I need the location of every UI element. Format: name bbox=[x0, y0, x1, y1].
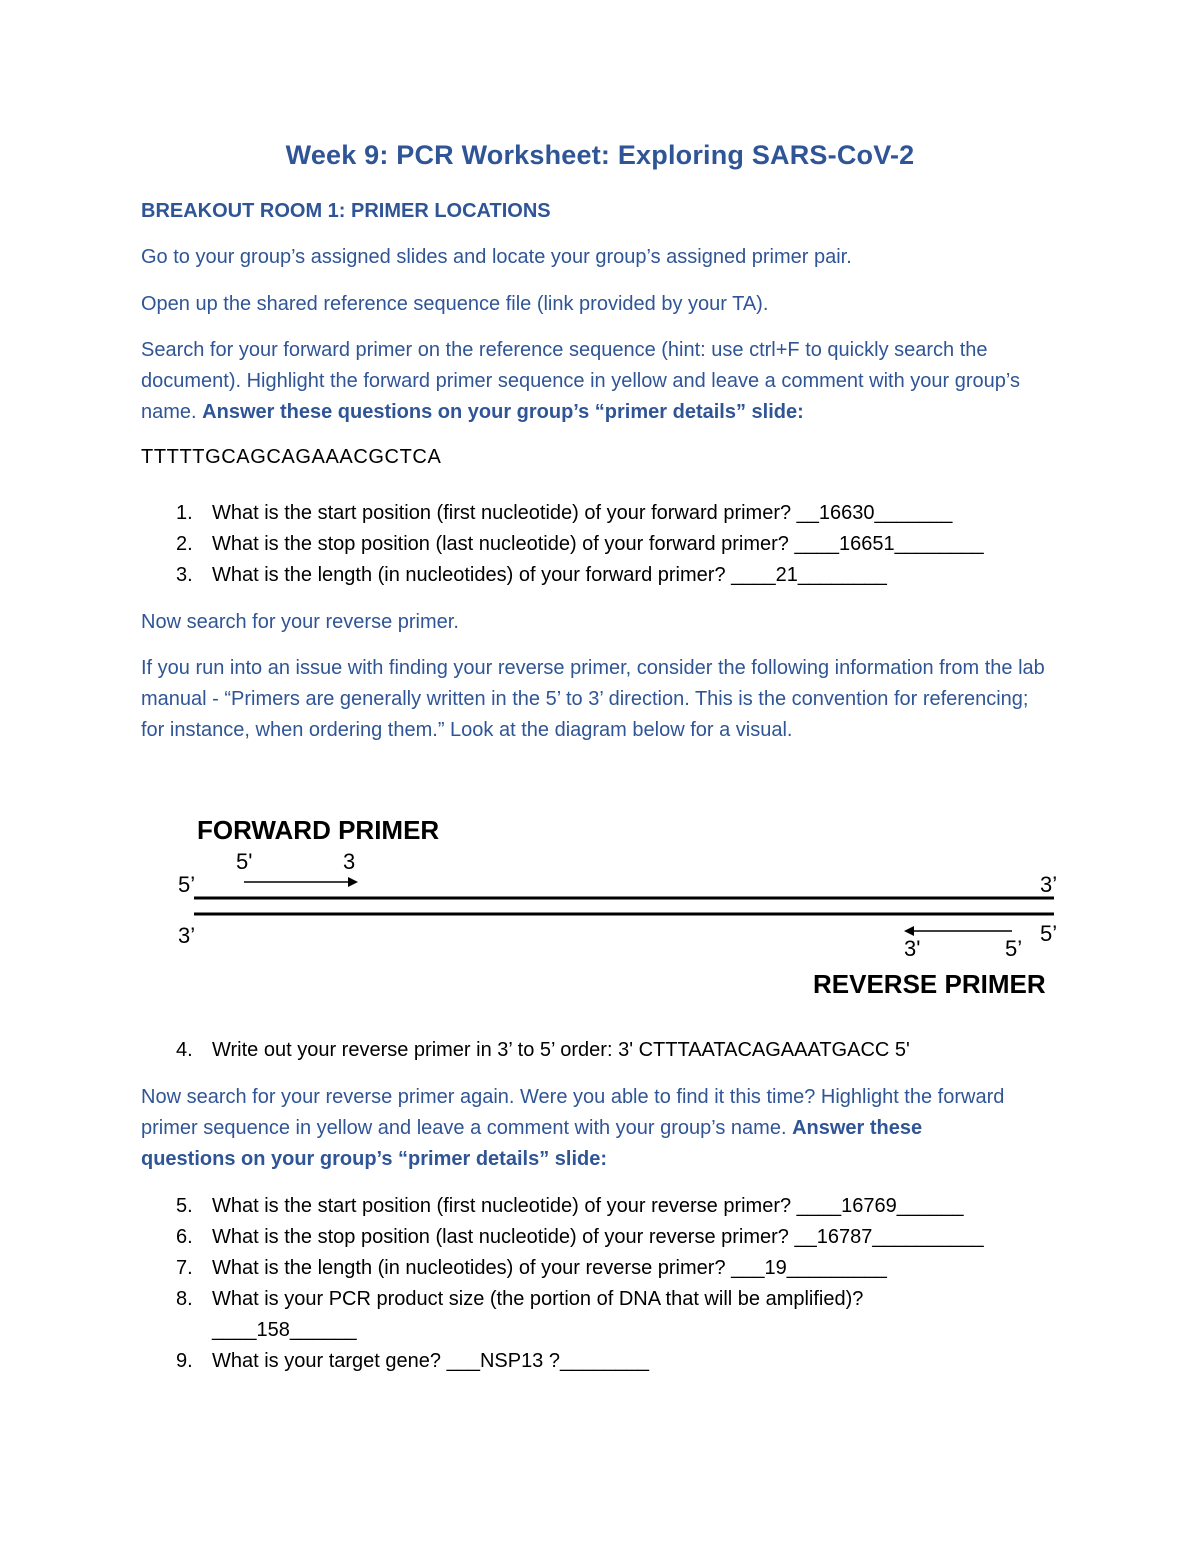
forward-primer-sequence: TTTTTGCAGCAGAAACGCTCA bbox=[141, 446, 442, 468]
question-item bbox=[141, 1191, 1071, 1222]
instruction-paragraph-3-text: Search for your forward primer on the reference sequence (hint: use ctrl+F to quickly search the document). Highlight the forward primer sequence in yellow and leave a comment with your group’s name. bbox=[141, 339, 1020, 423]
question-text: Write out your reverse primer in 3’ to 5’ order: bbox=[212, 1039, 613, 1061]
bottom-strand-5-prime: 5’ bbox=[1040, 921, 1058, 946]
question-item bbox=[141, 498, 1091, 529]
reverse-primer-label: REVERSE PRIMER bbox=[813, 969, 1046, 999]
question-number: 6. bbox=[176, 1226, 193, 1248]
question-number: 7. bbox=[176, 1257, 193, 1279]
instruction-paragraph-1: Go to your group’s assigned slides and locate your group’s assigned primer pair. bbox=[141, 246, 852, 268]
question-text: What is your PCR product size (the portion of DNA that will be amplified)? ____158______ bbox=[212, 1288, 864, 1341]
question-text: What is the stop position (last nucleotide) of your forward primer? ____16651________ bbox=[212, 533, 984, 555]
question-number: 2. bbox=[176, 533, 193, 555]
question-text: What is the length (in nucleotides) of your reverse primer? ___19_________ bbox=[212, 1257, 887, 1279]
question-number: 5. bbox=[176, 1195, 193, 1217]
forward-primer-questions bbox=[141, 498, 1091, 591]
question-text: What is the start position (first nucleotide) of your forward primer? __16630_______ bbox=[212, 502, 953, 524]
page-title: Week 9: PCR Worksheet: Exploring SARS-CoV-2 bbox=[285, 140, 915, 170]
question-item bbox=[141, 1035, 1091, 1066]
top-strand-5-prime: 5’ bbox=[178, 872, 196, 897]
instruction-paragraph-6-text: Now search for your reverse primer again. Were you able to find it this time? Highlight the forward primer sequence in yellow and leave a comment with your group’s name. bbox=[141, 1086, 1005, 1139]
bottom-strand-3-prime: 3’ bbox=[178, 923, 196, 948]
question-text: What is the stop position (last nucleotide) of your reverse primer? __16787__________ bbox=[212, 1226, 984, 1248]
forward-primer-label: FORWARD PRIMER bbox=[197, 815, 440, 845]
question-text: What is the length (in nucleotides) of your forward primer? ____21________ bbox=[212, 564, 887, 586]
section-heading: BREAKOUT ROOM 1: PRIMER LOCATIONS bbox=[141, 200, 551, 222]
forward-arrowhead-icon bbox=[348, 877, 358, 887]
instruction-paragraph-6-emphasis: Answer these questions on your group’s “primer details” slide: bbox=[141, 1117, 923, 1170]
question-item bbox=[141, 560, 1091, 591]
question-number: 4. bbox=[176, 1039, 193, 1061]
instruction-paragraph-6 bbox=[141, 1082, 1021, 1175]
question-text: What is the start position (first nucleotide) of your reverse primer? ____16769______ bbox=[212, 1195, 964, 1217]
question-number: 9. bbox=[176, 1350, 193, 1372]
reverse-primer-answer: 3' CTTTAATACAGAAATGACC 5' bbox=[612, 1039, 910, 1061]
question-item bbox=[141, 1284, 1071, 1346]
top-strand-3-prime: 3’ bbox=[1040, 872, 1058, 897]
reverse-arrowhead-icon bbox=[904, 926, 914, 936]
reverse-primer-5-prime: 5’ bbox=[1005, 936, 1023, 961]
instruction-paragraph-2: Open up the shared reference sequence file (link provided by your TA). bbox=[141, 293, 769, 315]
question-number: 3. bbox=[176, 564, 193, 586]
reverse-primer-3-prime: 3' bbox=[904, 936, 921, 961]
instruction-paragraph-3-emphasis: Answer these questions on your group’s “primer details” slide: bbox=[202, 401, 804, 423]
question-item bbox=[141, 1253, 1071, 1284]
question-item bbox=[141, 1222, 1071, 1253]
reverse-primer-order-question bbox=[141, 1035, 1091, 1066]
question-text: What is your target gene? ___NSP13 ?________ bbox=[212, 1350, 649, 1372]
primer-direction-diagram bbox=[170, 810, 1070, 1010]
reverse-primer-questions bbox=[141, 1191, 1071, 1377]
question-item bbox=[141, 529, 1091, 560]
instruction-paragraph-4: Now search for your reverse primer. bbox=[141, 611, 459, 633]
question-number: 8. bbox=[176, 1288, 193, 1310]
forward-primer-3-prime: 3 bbox=[343, 849, 356, 874]
instruction-paragraph-3 bbox=[141, 335, 1071, 428]
instruction-paragraph-5: If you run into an issue with finding your reverse primer, consider the following information from the lab manual - “Primers are generally written in the 5’ to 3’ direction. This is the convention for referencing; for instance, when ordering them.” Look at the diagram below for a visual. bbox=[141, 657, 1045, 741]
forward-primer-5-prime: 5' bbox=[236, 849, 253, 874]
question-number: 1. bbox=[176, 502, 193, 524]
question-item bbox=[141, 1346, 1071, 1377]
